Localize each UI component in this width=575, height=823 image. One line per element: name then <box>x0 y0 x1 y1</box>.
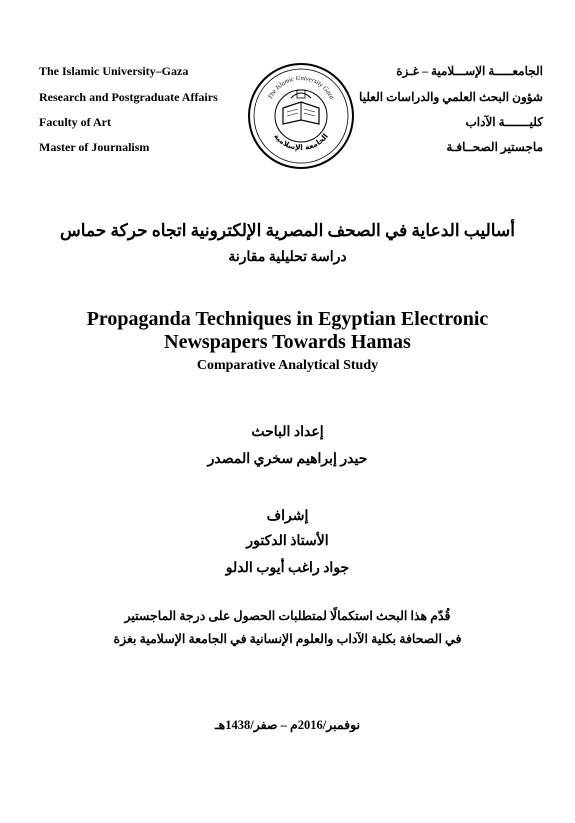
header-ar-affairs: شؤون البحث العلمي والدراسات العليا <box>359 90 543 104</box>
header-ar-faculty: كليـــــــة الآداب <box>465 115 543 129</box>
thesis-subtitle-english: Comparative Analytical Study <box>196 358 379 373</box>
seal-arabic-text: الجامعة الإسلامية <box>272 131 330 153</box>
thesis-subtitle-arabic: دراسة تحليلية مقارنة <box>228 250 347 265</box>
header-en-faculty: Faculty of Art <box>39 115 111 129</box>
supervisor-name: جواد راغب أيوب الدلو <box>225 561 350 576</box>
header-ar-university: الجامعـــــة الإســـلامية – غـزة <box>396 64 543 78</box>
submission-statement-line1: قُدّم هذا البحث استكمالًا لمتطلبات الحصول على درجة الماجستير <box>124 609 451 623</box>
header-en-program: Master of Journalism <box>39 140 150 154</box>
submission-date: نوفمبر/2016م – صفر/1438هـ <box>214 718 361 732</box>
supervision-label: إشراف <box>266 509 309 524</box>
submission-statement-line2: في الصحافة بكلية الآداب والعلوم الإنسانية في الجامعة الإسلامية بغزة <box>113 632 462 646</box>
thesis-title-english-line1: Propaganda Techniques in Egyptian Electronic <box>86 308 489 330</box>
university-seal-logo <box>247 62 355 170</box>
book-emblem-icon <box>283 90 319 124</box>
thesis-title-arabic: أساليب الدعاية في الصحف المصرية الإلكترونية اتجاه حركة حماس <box>60 221 515 240</box>
prepared-by-label: إعداد الباحث <box>251 425 324 440</box>
researcher-name: حيدر إبراهيم سخري المصدر <box>207 452 368 467</box>
header-en-university: The Islamic University–Gaza <box>39 64 189 78</box>
header-ar-program: ماجستير الصحــافـة <box>446 140 543 154</box>
seal-english-text: The Islamic University Gaza <box>267 74 335 101</box>
supervisor-title: الأستاذ الدكتور <box>246 534 329 549</box>
header-en-affairs: Research and Postgraduate Affairs <box>39 90 218 104</box>
thesis-title-english-line2: Newspapers Towards Hamas <box>164 331 411 353</box>
